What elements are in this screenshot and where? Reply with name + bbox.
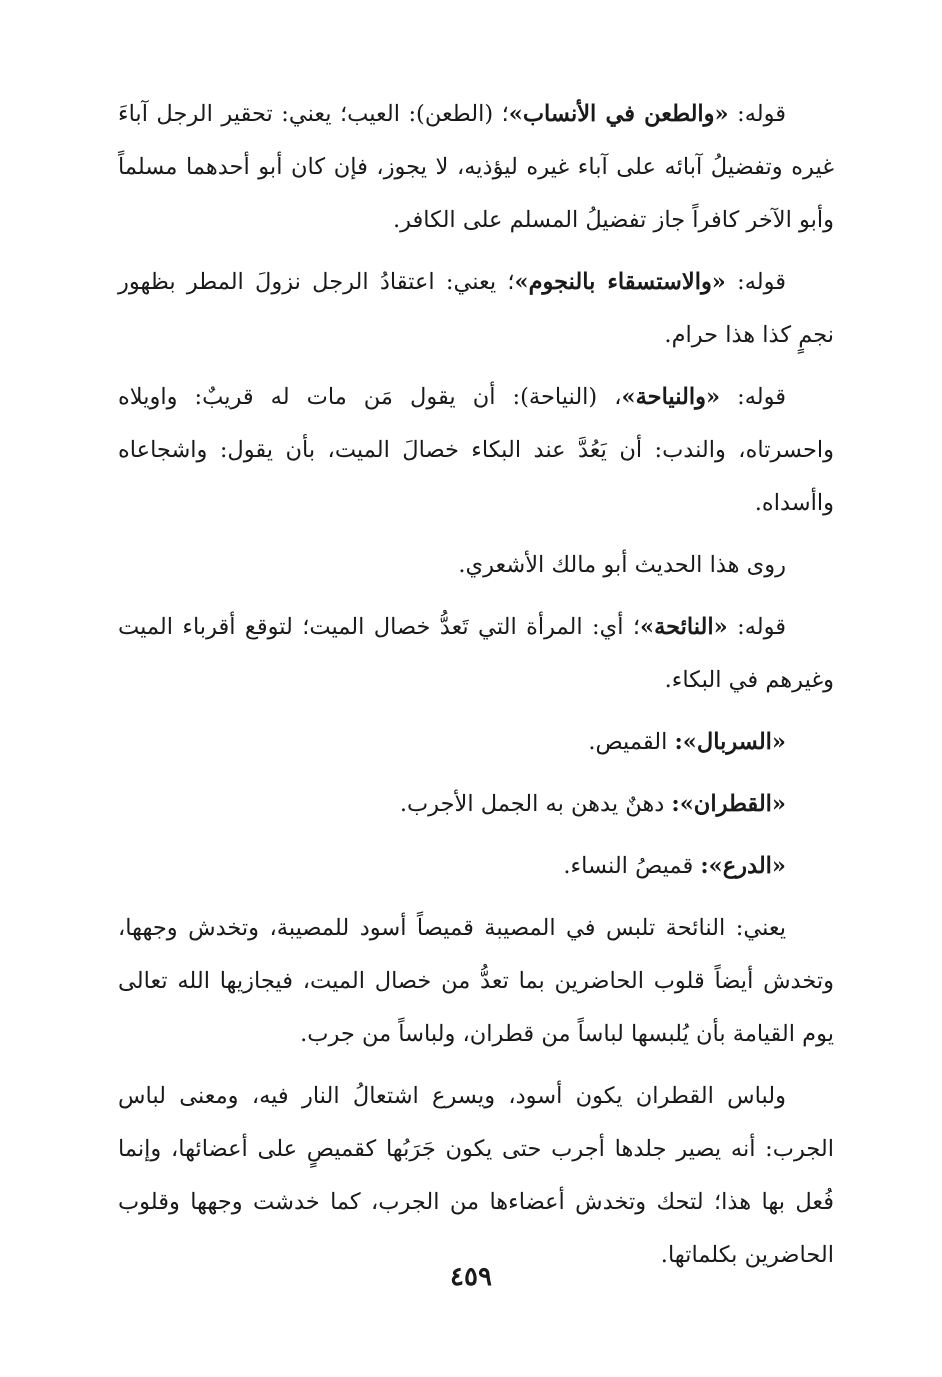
paragraph-explanation bbox=[118, 902, 834, 1061]
paragraph-text: روى هذا الحديث أبو مالك الأشعري. bbox=[458, 552, 786, 578]
paragraph-narrator bbox=[118, 539, 834, 592]
paragraph-ta'n-fil-ansab bbox=[118, 88, 834, 247]
term-heading: «النائحة» bbox=[640, 614, 728, 640]
paragraph-qatiran-meaning bbox=[118, 1070, 834, 1282]
page-number: ٤٥٩ bbox=[450, 1262, 492, 1292]
paragraph-text: ؛ يعني: اعتقادُ الرجل نزولَ المطر بظهور نجمٍ كذا هذا حرام. bbox=[118, 269, 834, 348]
definition-dir' bbox=[118, 840, 834, 893]
paragraph-na'iha bbox=[118, 601, 834, 707]
term-heading: «والاستسقاء بالنجوم» bbox=[514, 269, 726, 295]
term-heading: «الدرع»: bbox=[700, 853, 786, 879]
definition-text: قميصُ النساء. bbox=[563, 853, 701, 879]
paragraph-text: ؛ (الطعن): العيب؛ يعني: تحقير الرجل آباءَ غيره وتفضيلُ آبائه على آباء غيره ليؤذيه، لا يجوز، فإن كان أبو أحدهما مسلماً وأبو الآخر كافراً جاز تفضيلُ المسلم على الكافر. bbox=[118, 101, 834, 233]
term-heading: «والنياحة» bbox=[621, 384, 721, 410]
paragraph-niyaha bbox=[118, 371, 834, 530]
definition-text: القميص. bbox=[588, 729, 675, 755]
lead-word: قوله: bbox=[737, 269, 787, 295]
paragraph-text: يعني: النائحة تلبس في المصيبة قميصاً أسود للمصيبة، وتخدش وجهها، وتخدش أيضاً قلوب الحاضرين بما تعدُّ من خصال الميت، فيجازيها الله تعالى يوم القيامة بأن يُلبسها لباساً من قطران، ولباساً من جرب. bbox=[118, 915, 834, 1047]
lead-word: قوله: bbox=[737, 384, 786, 410]
lead-word: قوله: bbox=[737, 101, 787, 127]
lead-word: قوله: bbox=[737, 614, 786, 640]
term-heading: «والطعن في الأنساب» bbox=[508, 101, 729, 127]
paragraph-text: ولباس القطران يكون أسود، ويسرع اشتعالُ النار فيه، ومعنى لباس الجرب: أنه يصير جلدها أجرب حتى يكون جَرَبُها كقميصٍ على أعضائها، وإنما فُعل بها هذا؛ لتحك وتخدش أعضاءها من الجرب، كما خدشت وجهها وقلوب الحاضرين بكلماتها. bbox=[118, 1083, 834, 1268]
term-heading: «القطران»: bbox=[671, 791, 786, 817]
definition-sirbal bbox=[118, 716, 834, 769]
term-heading: «السربال»: bbox=[674, 729, 786, 755]
page-body bbox=[118, 88, 834, 1291]
paragraph-text: ، (النياحة): أن يقول مَن مات له قريبٌ: واويلاه واحسرتاه، والندب: أن يَعُدَّ عند البكاء خصالَ الميت، بأن يقول: واشجاعاه واأسداه. bbox=[118, 384, 834, 516]
paragraph-istisqa bbox=[118, 256, 834, 362]
definition-qatiran bbox=[118, 778, 834, 831]
paragraph-text: ؛ أي: المرأة التي تَعدُّ خصال الميت؛ لتوقع أقرباء الميت وغيرهم في البكاء. bbox=[118, 614, 834, 693]
definition-text: دهنٌ يدهن به الجمل الأجرب. bbox=[399, 791, 672, 817]
